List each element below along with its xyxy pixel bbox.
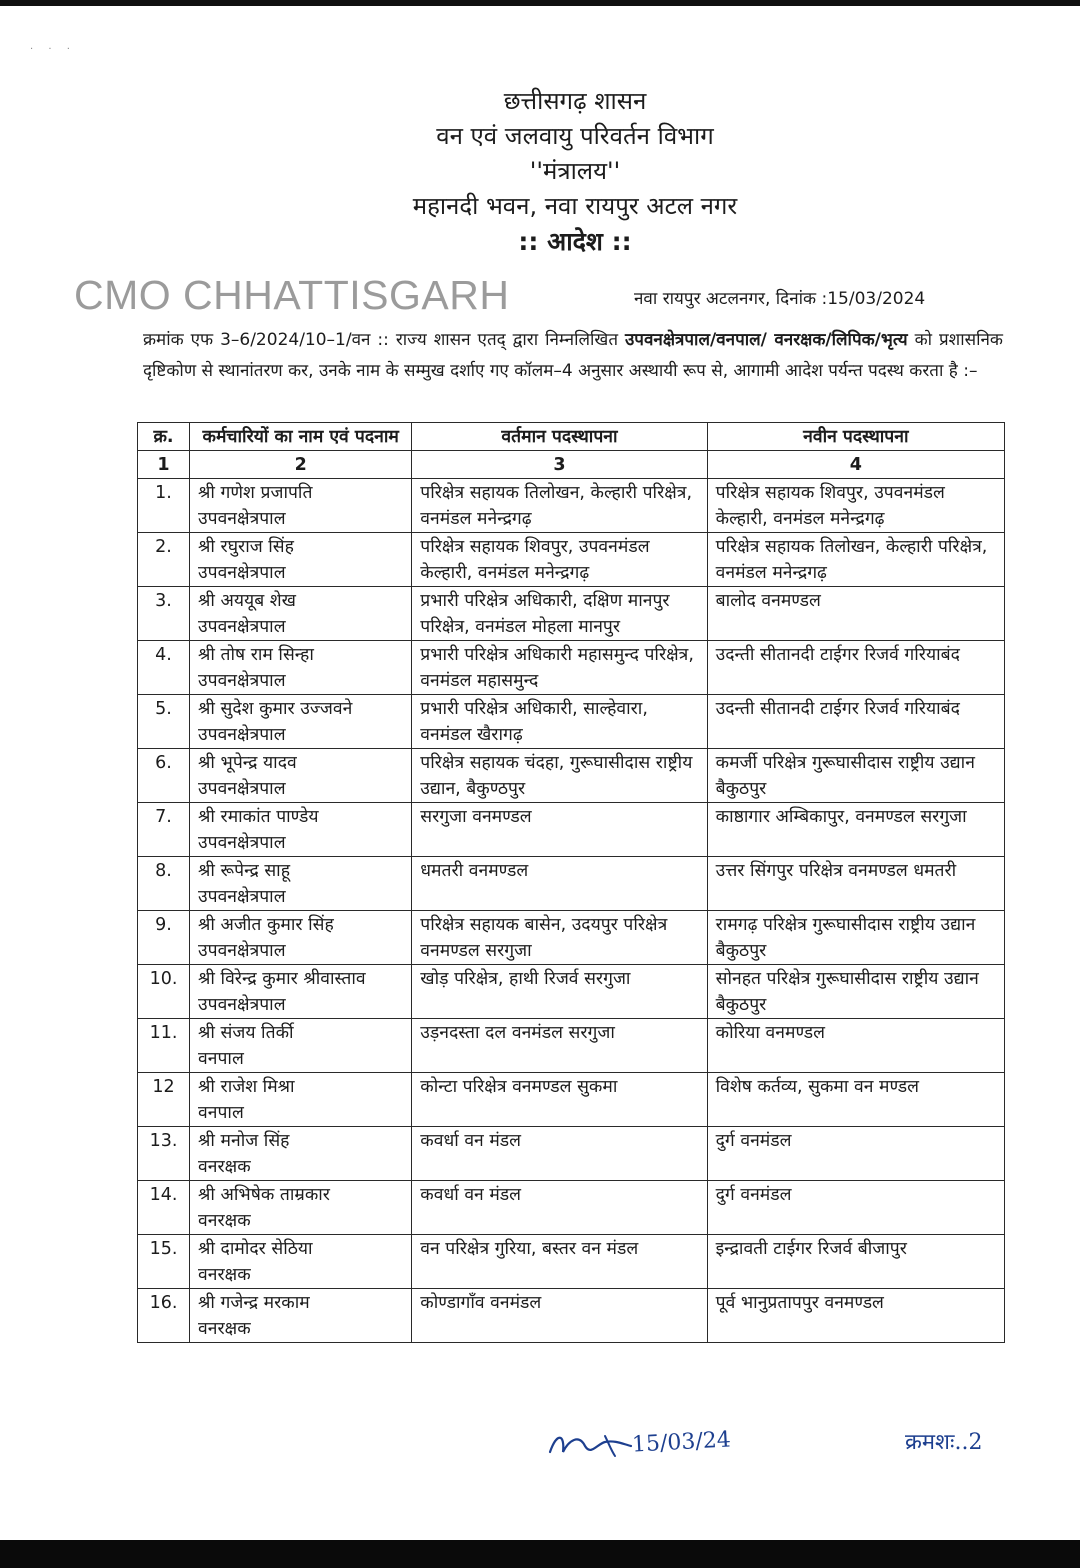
employee-designation: उपवनक्षेत्रपाल — [198, 833, 286, 853]
top-border — [0, 0, 1080, 6]
serial-number: 13. — [149, 1131, 178, 1151]
cell-name — [190, 857, 412, 911]
cell-new-posting — [707, 695, 1004, 749]
table-row — [138, 1019, 1005, 1073]
employee-name: श्री अजीत कुमार सिंह — [198, 915, 334, 935]
cell-sr — [138, 749, 190, 803]
cell-sr — [138, 479, 190, 533]
employee-name: श्री रमाकांत पाण्डेय — [198, 807, 319, 827]
new-posting: परिक्षेत्र सहायक शिवपुर, उपवनमंडल केल्हारी, वनमंडल मनेन्द्रगढ़ — [715, 483, 945, 529]
new-posting: दुर्ग वनमंडल — [715, 1185, 792, 1205]
new-posting: उदन्ती सीतानदी टाईगर रिजर्व गरियाबंद — [715, 699, 960, 719]
cell-new-posting — [707, 1289, 1004, 1343]
col-number: 3 — [412, 451, 707, 479]
employee-name: श्री भूपेन्द्र यादव — [198, 753, 297, 773]
bottom-border — [0, 1540, 1080, 1568]
order-intro — [143, 325, 1003, 387]
watermark: CMO CHHATTISGARH — [74, 272, 510, 318]
serial-number: 1. — [155, 483, 172, 503]
serial-number: 2. — [155, 537, 172, 557]
cell-name — [190, 533, 412, 587]
header-new-posting: नवीन पदस्थापना — [707, 423, 1004, 451]
current-posting: परिक्षेत्र सहायक चंदहा, गुरूघासीदास राष्ट्रीय उद्यान, बैकुण्ठपुर — [420, 753, 693, 799]
employee-name: श्री दामोदर सेठिया — [198, 1239, 313, 1259]
table-row — [138, 695, 1005, 749]
current-posting: वन परिक्षेत्र गुरिया, बस्तर वन मंडल — [420, 1239, 639, 1259]
employee-designation: उपवनक्षेत्रपाल — [198, 779, 286, 799]
cell-sr — [138, 1289, 190, 1343]
employee-name: श्री गजेन्द्र मरकाम — [198, 1293, 310, 1313]
cell-new-posting — [707, 533, 1004, 587]
cell-new-posting — [707, 641, 1004, 695]
cell-current-posting — [412, 533, 707, 587]
cell-current-posting — [412, 911, 707, 965]
new-posting: बालोद वनमण्डल — [715, 591, 821, 611]
cell-current-posting — [412, 641, 707, 695]
new-posting: विशेष कर्तव्य, सुकमा वन मण्डल — [715, 1077, 919, 1097]
serial-number: 15. — [149, 1239, 178, 1259]
header-sr: क्र. — [138, 423, 190, 451]
employee-name: श्री मनोज सिंह — [198, 1131, 290, 1151]
serial-number: 5. — [155, 699, 172, 719]
cell-name — [190, 587, 412, 641]
serial-number: 8. — [155, 861, 172, 881]
cell-new-posting — [707, 965, 1004, 1019]
cell-name — [190, 1289, 412, 1343]
cell-current-posting — [412, 857, 707, 911]
table-row — [138, 587, 1005, 641]
cell-new-posting — [707, 1127, 1004, 1181]
table-row — [138, 533, 1005, 587]
intro-part2: को प्रशासनिक दृष्टिकोण से स्थानांतरण कर, उनके नाम के सम्मुख दर्शाए गए कॉलम–4 अनुसार अस्थायी रूप से, आगामी आदेश पर्यन्त पदस्थ करता है :– — [143, 330, 1003, 381]
employee-name: श्री गणेश प्रजापति — [198, 483, 313, 503]
address-line: महानदी भवन, नवा रायपुर अटल नगर — [412, 192, 738, 220]
col-number: 4 — [707, 451, 1004, 479]
cell-current-posting — [412, 1235, 707, 1289]
cell-new-posting — [707, 911, 1004, 965]
current-posting: कोण्डागाँव वनमंडल — [420, 1293, 542, 1313]
current-posting: परिक्षेत्र सहायक बासेन, उदयपुर परिक्षेत्र वनमण्डल सरगुजा — [420, 915, 668, 961]
cell-name — [190, 803, 412, 857]
cell-name — [190, 1181, 412, 1235]
cell-current-posting — [412, 695, 707, 749]
new-posting: कमर्जी परिक्षेत्र गुरूघासीदास राष्ट्रीय उद्यान बैकुठपुर — [715, 753, 975, 799]
employee-name: श्री तोष राम सिन्हा — [198, 645, 314, 665]
employee-name: श्री विरेन्द्र कुमार श्रीवास्ताव — [198, 969, 366, 989]
cell-name — [190, 641, 412, 695]
cell-name — [190, 749, 412, 803]
cell-new-posting — [707, 587, 1004, 641]
new-posting: सोनहत परिक्षेत्र गुरूघासीदास राष्ट्रीय उद्यान बैकुठपुर — [715, 969, 979, 1015]
employee-designation: वनरक्षक — [198, 1157, 251, 1177]
cell-current-posting — [412, 1181, 707, 1235]
employee-designation: वनपाल — [198, 1049, 244, 1069]
current-posting: प्रभारी परिक्षेत्र अधिकारी, साल्हेवारा, वनमंडल खैरागढ़ — [420, 699, 648, 745]
cell-new-posting — [707, 1019, 1004, 1073]
cell-new-posting — [707, 857, 1004, 911]
table-row — [138, 911, 1005, 965]
cell-new-posting — [707, 479, 1004, 533]
intro-part1: क्रमांक एफ 3–6/2024/10–1/वन :: राज्य शासन एतद् द्वारा निम्नलिखित — [143, 330, 625, 350]
cell-current-posting — [412, 587, 707, 641]
new-posting: इन्द्रावती टाईगर रिजर्व बीजापुर — [715, 1239, 907, 1259]
cell-sr — [138, 911, 190, 965]
col-number: 2 — [190, 451, 412, 479]
cell-sr — [138, 965, 190, 1019]
cell-name — [190, 1073, 412, 1127]
current-posting: परिक्षेत्र सहायक शिवपुर, उपवनमंडल केल्हारी, वनमंडल मनेन्द्रगढ़ — [420, 537, 650, 583]
employee-designation: वनरक्षक — [198, 1265, 251, 1285]
cell-sr — [138, 587, 190, 641]
cell-new-posting — [707, 1235, 1004, 1289]
current-posting: कोन्टा परिक्षेत्र वनमण्डल सुकमा — [420, 1077, 618, 1097]
column-number-row — [138, 451, 1005, 479]
cell-current-posting — [412, 1127, 707, 1181]
cell-name — [190, 1235, 412, 1289]
transfer-table — [137, 422, 1005, 1343]
employee-name: श्री अययूब शेख — [198, 591, 296, 611]
current-posting: सरगुजा वनमण्डल — [420, 807, 532, 827]
employee-designation: उपवनक्षेत्रपाल — [198, 617, 286, 637]
cell-new-posting — [707, 803, 1004, 857]
cell-current-posting — [412, 803, 707, 857]
serial-number: 7. — [155, 807, 172, 827]
cell-name — [190, 479, 412, 533]
table-header-row — [138, 423, 1005, 451]
serial-number: 12 — [152, 1077, 175, 1097]
employee-designation: उपवनक्षेत्रपाल — [198, 563, 286, 583]
cell-sr — [138, 1127, 190, 1181]
cell-sr — [138, 1235, 190, 1289]
department-title: वन एवं जलवायु परिवर्तन विभाग — [436, 122, 714, 150]
ministry-title: ''मंत्रालय'' — [529, 157, 621, 185]
table-row — [138, 641, 1005, 695]
cell-current-posting — [412, 479, 707, 533]
serial-number: 4. — [155, 645, 172, 665]
table-row — [138, 1181, 1005, 1235]
serial-number: 9. — [155, 915, 172, 935]
current-posting: धमतरी वनमण्डल — [420, 861, 529, 881]
serial-number: 16. — [149, 1293, 178, 1313]
new-posting: उदन्ती सीतानदी टाईगर रिजर्व गरियाबंद — [715, 645, 960, 665]
cell-current-posting — [412, 749, 707, 803]
signature-date: 15/03/24 — [631, 1427, 732, 1458]
employee-designation: उपवनक्षेत्रपाल — [198, 725, 286, 745]
employee-name: श्री सुदेश कुमार उज्जवने — [198, 699, 353, 719]
current-posting: उड़नदस्ता दल वनमंडल सरगुजा — [420, 1023, 615, 1043]
table-row — [138, 803, 1005, 857]
intro-designations: उपवनक्षेत्रपाल/वनपाल/ वनरक्षक/लिपिक/भृत्य — [624, 330, 908, 350]
employee-name: श्री रूपेन्द्र साहू — [198, 861, 290, 881]
employee-designation: उपवनक्षेत्रपाल — [198, 995, 286, 1015]
new-posting: कोरिया वनमण्डल — [715, 1023, 825, 1043]
table-row — [138, 1127, 1005, 1181]
employee-designation: उपवनक्षेत्रपाल — [198, 941, 286, 961]
header-name: कर्मचारियों का नाम एवं पदनाम — [190, 423, 412, 451]
cell-sr — [138, 857, 190, 911]
cell-sr — [138, 803, 190, 857]
cell-name — [190, 1019, 412, 1073]
header-current-posting: वर्तमान पदस्थापना — [412, 423, 707, 451]
order-title: :: आदेश :: — [518, 227, 632, 256]
table-body — [138, 479, 1005, 1343]
serial-number: 3. — [155, 591, 172, 611]
cell-current-posting — [412, 1073, 707, 1127]
serial-number: 14. — [149, 1185, 178, 1205]
employee-name: श्री राजेश मिश्रा — [198, 1077, 295, 1097]
table-row — [138, 749, 1005, 803]
cell-current-posting — [412, 1019, 707, 1073]
employee-designation: उपवनक्षेत्रपाल — [198, 887, 286, 907]
table-row — [138, 965, 1005, 1019]
current-posting: प्रभारी परिक्षेत्र अधिकारी, दक्षिण मानपुर परिक्षेत्र, वनमंडल मोहला मानपुर — [420, 591, 670, 637]
cell-sr — [138, 533, 190, 587]
cell-sr — [138, 641, 190, 695]
new-posting: दुर्ग वनमंडल — [715, 1131, 792, 1151]
employee-designation: वनरक्षक — [198, 1211, 251, 1231]
employee-name: श्री संजय तिर्की — [198, 1023, 294, 1043]
col-number: 1 — [138, 451, 190, 479]
serial-number: 6. — [155, 753, 172, 773]
cell-name — [190, 1127, 412, 1181]
cell-name — [190, 965, 412, 1019]
current-posting: कवर्धा वन मंडल — [420, 1131, 522, 1151]
table-row — [138, 1235, 1005, 1289]
current-posting: प्रभारी परिक्षेत्र अधिकारी महासमुन्द परिक्षेत्र, वनमंडल महासमुन्द — [420, 645, 694, 691]
scan-specks: · · · — [30, 44, 76, 55]
cell-sr — [138, 1181, 190, 1235]
cell-sr — [138, 695, 190, 749]
cell-new-posting — [707, 1181, 1004, 1235]
cell-sr — [138, 1073, 190, 1127]
cell-new-posting — [707, 1073, 1004, 1127]
cell-new-posting — [707, 749, 1004, 803]
cell-name — [190, 911, 412, 965]
employee-name: श्री अभिषेक ताम्रकार — [198, 1185, 330, 1205]
current-posting: कवर्धा वन मंडल — [420, 1185, 522, 1205]
new-posting: परिक्षेत्र सहायक तिलोखन, केल्हारी परिक्षेत्र, वनमंडल मनेन्द्रगढ़ — [715, 537, 988, 583]
serial-number: 10. — [149, 969, 178, 989]
new-posting: पूर्व भानुप्रतापपुर वनमण्डल — [715, 1293, 884, 1313]
table-row — [138, 479, 1005, 533]
employee-designation: उपवनक्षेत्रपाल — [198, 671, 286, 691]
employee-designation: वनरक्षक — [198, 1319, 251, 1339]
new-posting: रामगढ़ परिक्षेत्र गुरूघासीदास राष्ट्रीय उद्यान बैकुठपुर — [715, 915, 976, 961]
current-posting: परिक्षेत्र सहायक तिलोखन, केल्हारी परिक्षेत्र, वनमंडल मनेन्द्रगढ़ — [420, 483, 693, 529]
cell-current-posting — [412, 1289, 707, 1343]
employee-designation: उपवनक्षेत्रपाल — [198, 509, 286, 529]
new-posting: उत्तर सिंगपुर परिक्षेत्र वनमण्डल धमतरी — [715, 861, 957, 881]
table-row — [138, 1073, 1005, 1127]
page-continuation: क्रमशः..2 — [905, 1430, 983, 1455]
order-dateline: नवा रायपुर अटलनगर, दिनांक :15/03/2024 — [634, 289, 926, 309]
serial-number: 11. — [149, 1023, 178, 1043]
document-header — [0, 84, 1080, 259]
table-row — [138, 857, 1005, 911]
current-posting: खोड़ परिक्षेत्र, हाथी रिजर्व सरगुजा — [420, 969, 631, 989]
cell-name — [190, 695, 412, 749]
govt-title: छत्तीसगढ़ शासन — [503, 87, 647, 115]
employee-designation: वनपाल — [198, 1103, 244, 1123]
cell-sr — [138, 1019, 190, 1073]
table-row — [138, 1289, 1005, 1343]
cell-current-posting — [412, 965, 707, 1019]
employee-name: श्री रघुराज सिंह — [198, 537, 294, 557]
new-posting: काष्ठागार अम्बिकापुर, वनमण्डल सरगुजा — [715, 807, 967, 827]
